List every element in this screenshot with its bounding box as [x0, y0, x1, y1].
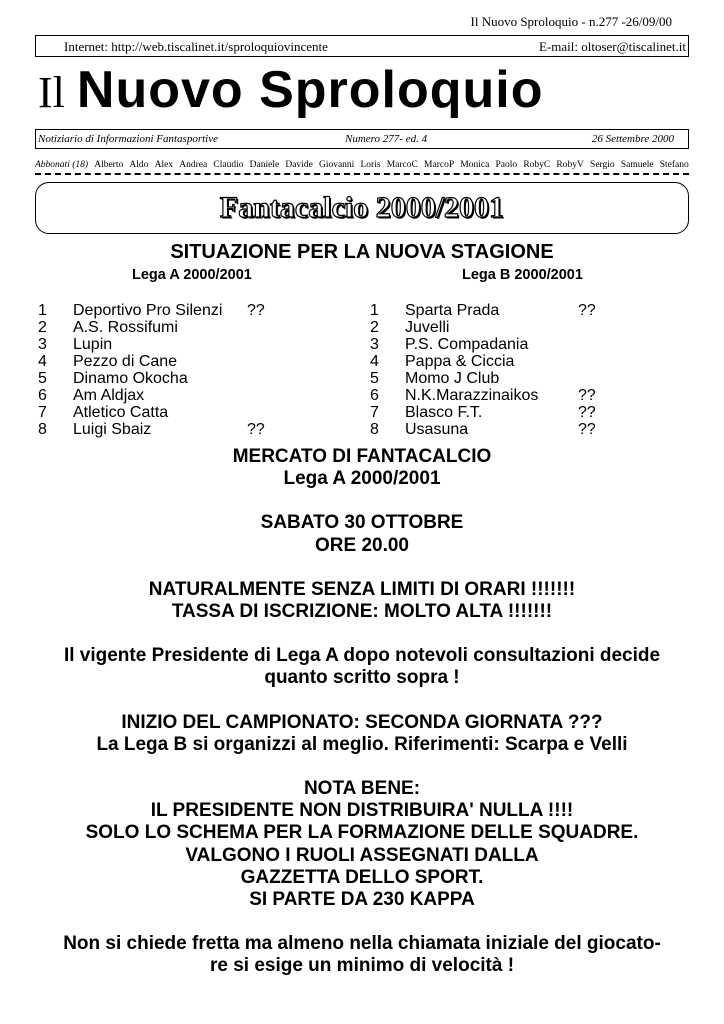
team-row [38, 421, 338, 438]
subscriber-name: Giovanni [318, 160, 355, 170]
masthead-article: Il [38, 68, 65, 117]
subscriber-name: Alex [154, 160, 174, 170]
subscriber-name: Davide [285, 160, 313, 170]
issue-number: Numero 277- ed. 4 [345, 133, 428, 145]
team-row [370, 370, 670, 387]
subscriber-name: Samuele [620, 160, 654, 170]
team-row [370, 302, 670, 319]
subscriber-name: MarcoC [386, 160, 418, 170]
team-number: 7 [370, 404, 379, 421]
team-row [370, 353, 670, 370]
closing-line: Non si chiede fretta ma almeno nella chiamata iniziale del giocato- [63, 933, 661, 955]
team-name: Luigi Sbaiz [73, 421, 152, 438]
team-number: 2 [370, 319, 379, 336]
info-box [35, 129, 689, 149]
nota-line: SI PARTE DA 230 KAPPA [249, 889, 475, 911]
team-row [38, 302, 338, 319]
subscriber-name: RobyV [556, 160, 584, 170]
team-mark: ?? [578, 387, 596, 404]
subscriber-name: MarcoP [424, 160, 455, 170]
subscriber-name: Sergio [590, 160, 615, 170]
team-number: 5 [370, 370, 379, 387]
team-name: Momo J Club [405, 370, 500, 387]
start-line: INIZIO DEL CAMPIONATO: SECONDA GIORNATA ??? [121, 711, 603, 733]
team-number: 5 [38, 370, 47, 387]
mercato-lega: Lega A 2000/2001 [283, 468, 441, 490]
team-name: Pappa & Ciccia [405, 353, 515, 370]
closing-line: re si esige un minimo di velocità ! [209, 955, 515, 977]
team-name: Usasuna [405, 421, 469, 438]
lega-b-title: Lega B 2000/2001 [462, 267, 583, 283]
lega-a-title: Lega A 2000/2001 [132, 267, 252, 283]
team-row [370, 404, 670, 421]
team-name: Juvelli [405, 319, 450, 336]
team-row [370, 421, 670, 438]
team-row [370, 387, 670, 404]
issue-date: 26 Settembre 2000 [591, 133, 674, 145]
email-address: E-mail: oltoser@tiscalinet.it [539, 39, 686, 54]
team-number: 1 [370, 302, 379, 319]
nota-line: NOTA BENE: [303, 778, 421, 800]
subscriber-name: Daniele [249, 160, 280, 170]
team-number: 3 [38, 336, 47, 353]
mercato-heading: MERCATO DI FANTACALCIO [232, 446, 492, 467]
team-number: 4 [370, 353, 379, 370]
nota-line: VALGONO I RUOLI ASSEGNATI DALLA [185, 844, 539, 866]
start-line: La Lega B si organizzi al meglio. Riferimenti: Scarpa e Velli [96, 733, 628, 755]
nota-line: SOLO LO SCHEMA PER LA FORMAZIONE DELLE SQUADRE. [85, 822, 639, 844]
team-mark: ?? [247, 421, 265, 438]
team-name: Atletico Catta [73, 404, 169, 421]
subscriber-name: Andrea [179, 160, 208, 170]
team-row [370, 336, 670, 353]
subscriber-name: Paolo [495, 160, 518, 170]
team-number: 2 [38, 319, 47, 336]
subscriber-name: RobyC [523, 160, 551, 170]
subscriber-name: Alberto [94, 160, 124, 170]
subscriber-name: Stefano [659, 160, 689, 170]
subscriber-name: Loris [360, 160, 381, 170]
section-banner [35, 182, 689, 234]
team-number: 6 [370, 387, 379, 404]
subscriber-name: Monica [460, 160, 490, 170]
team-name: Blasco F.T. [405, 404, 483, 421]
team-mark: ?? [247, 302, 265, 319]
team-name: P.S. Compadania [405, 336, 529, 353]
subscriber-name: Aldo [129, 160, 149, 170]
team-name: Dinamo Okocha [73, 370, 188, 387]
team-number: 4 [38, 353, 47, 370]
team-number: 6 [38, 387, 47, 404]
nota-line: IL PRESIDENTE NON DISTRIBUIRA' NULLA !!!! [150, 800, 574, 822]
team-name: N.K.Marazzinaikos [405, 387, 539, 404]
president-line: quanto scritto sopra ! [264, 667, 460, 689]
team-number: 1 [38, 302, 47, 319]
team-name: Am Aldjax [73, 387, 145, 404]
team-row [38, 404, 338, 421]
mercato-date: SABATO 30 OTTOBRE [260, 512, 464, 534]
team-number: 8 [38, 421, 47, 438]
contact-box [35, 35, 689, 57]
section-title: Fantacalcio 2000/2001 [219, 191, 505, 224]
team-row [38, 370, 338, 387]
team-name: Pezzo di Cane [73, 353, 178, 370]
situation-heading: SITUAZIONE PER LA NUOVA STAGIONE [170, 241, 554, 263]
issue-line: Il Nuovo Sproloquio - n.277 -26/09/00 [470, 14, 672, 29]
team-number: 8 [370, 421, 379, 438]
dashed-divider [35, 173, 689, 175]
president-line: Il vigente Presidente di Lega A dopo notevoli consultazioni decide [63, 645, 661, 667]
announcement-body [0, 446, 724, 978]
team-name: Deportivo Pro Silenzi [73, 302, 223, 319]
subscribers-line [35, 160, 689, 170]
lega-a-team-list [38, 302, 338, 438]
team-name: A.S. Rossifumi [73, 319, 178, 336]
team-row [38, 336, 338, 353]
team-row [38, 387, 338, 404]
notes-line: NATURALMENTE SENZA LIMITI DI ORARI !!!!!!! [148, 578, 576, 600]
team-mark: ?? [578, 404, 596, 421]
team-row [370, 319, 670, 336]
masthead [38, 60, 544, 130]
team-row [38, 353, 338, 370]
notes-line: TASSA DI ISCRIZIONE: MOLTO ALTA !!!!!!! [171, 601, 553, 623]
subscriber-name: Claudio [213, 160, 244, 170]
team-mark: ?? [578, 421, 596, 438]
subscribers-label: Abbonati (18) [35, 160, 89, 170]
team-name: Sparta Prada [405, 302, 500, 319]
team-number: 7 [38, 404, 47, 421]
lega-b-team-list [370, 302, 670, 438]
mercato-time: ORE 20.00 [315, 534, 409, 556]
team-name: Lupin [73, 336, 113, 353]
team-mark: ?? [578, 302, 596, 319]
masthead-title: Nuovo Sproloquio [76, 61, 544, 119]
team-row [38, 319, 338, 336]
newsletter-subtitle: Notiziario di Informazioni Fantasportive [38, 133, 218, 145]
nota-line: GAZZETTA DELLO SPORT. [240, 866, 484, 888]
internet-address: Internet: http://web.tiscalinet.it/sproloquiovincente [64, 39, 328, 54]
team-number: 3 [370, 336, 379, 353]
